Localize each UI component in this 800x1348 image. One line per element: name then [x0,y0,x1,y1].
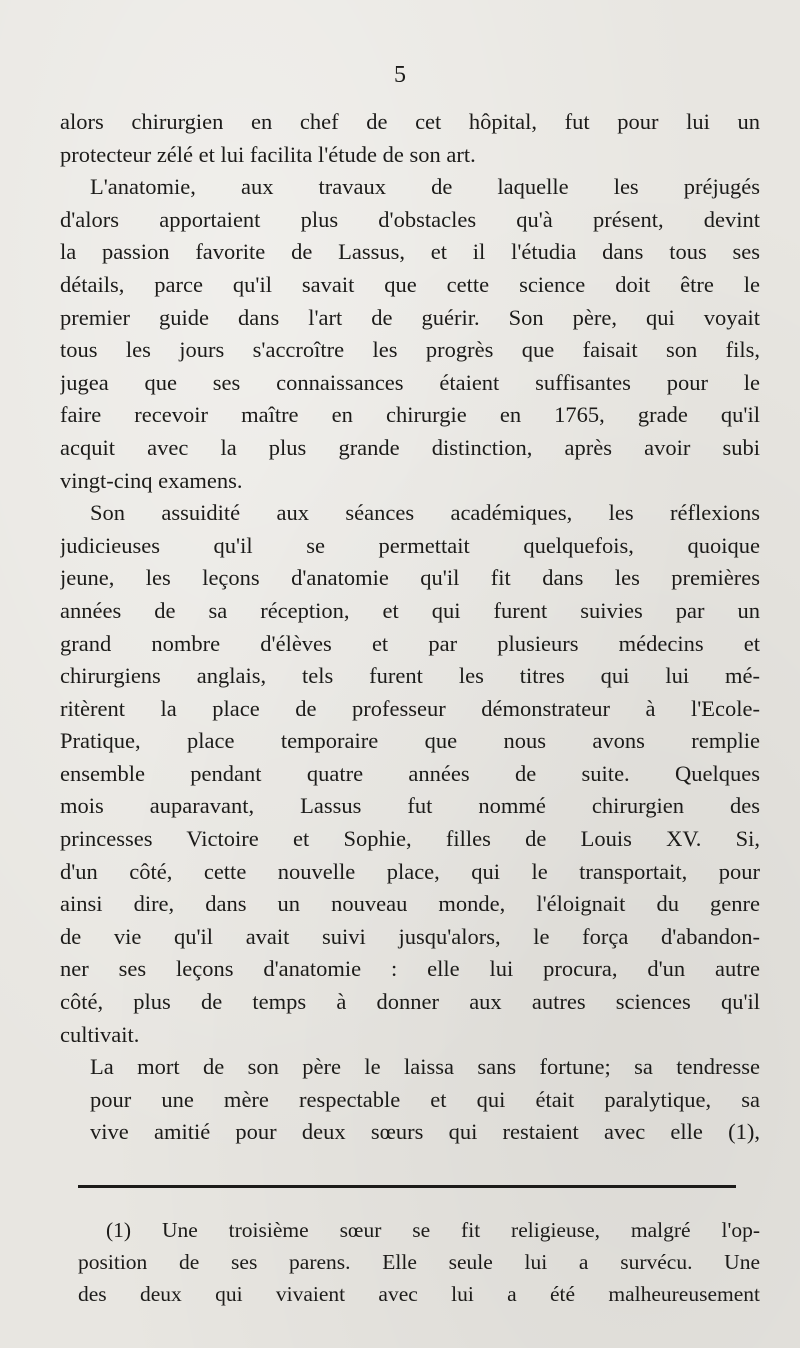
text-line: ner ses leçons d'anatomie : elle lui procura, d'un autre [60,956,760,982]
text-line: princesses Victoire et Sophie, filles de Louis XV. Si, [60,826,760,852]
footnote-line: position de ses parens. Elle seule lui a survécu. Une [78,1250,760,1274]
text-line: L'anatomie, aux travaux de laquelle les préjugés [90,174,760,200]
text-line: cultivait. [60,1021,140,1047]
text-line: jugea que ses connaissances étaient suffisantes pour le [60,369,760,395]
text-line: protecteur zélé et lui facilita l'étude de son art. [60,141,476,167]
body-text [60,106,760,1149]
footnote-line: (1) Une troisième sœur se fit religieuse, malgré l'op- [106,1218,760,1242]
text-line: ainsi dire, dans un nouveau monde, l'éloignait du genre [60,891,760,917]
text-line: pour une mère respectable et qui était paralytique, sa [90,1086,760,1112]
text-line: Pratique, place temporaire que nous avons remplie [60,728,760,754]
footnote-line: des deux qui vivaient avec lui a été malheureusement [78,1282,760,1306]
footnote [78,1214,760,1310]
text-line: vive amitié pour deux sœurs qui restaient avec elle (1), [90,1119,760,1145]
page-number: 5 [394,62,406,88]
text-line: La mort de son père le laissa sans fortune; sa tendresse [90,1054,760,1080]
text-line: vingt-cinq examens. [60,467,243,493]
text-line: alors chirurgien en chef de cet hôpital, fut pour lui un [60,109,760,134]
text-line: mois auparavant, Lassus fut nommé chirurgien des [60,793,760,819]
text-line: grand nombre d'élèves et par plusieurs médecins et [60,630,760,656]
text-line: premier guide dans l'art de guérir. Son père, qui voyait [60,304,760,330]
text-line: jeune, les leçons d'anatomie qu'il fit dans les premières [60,565,760,591]
text-line: ensemble pendant quatre années de suite. Quelques [60,760,760,786]
text-line: tous les jours s'accroître les progrès que faisait son fils, [60,337,760,363]
text-line: ritèrent la place de professeur démonstrateur à l'Ecole- [60,695,760,721]
text-line: Son assuidité aux séances académiques, les réflexions [90,500,760,526]
text-line: judicieuses qu'il se permettait quelquefois, quoique [60,532,760,558]
text-line: détails, parce qu'il savait que cette science doit être le [60,271,760,297]
text-line: d'un côté, cette nouvelle place, qui le transportait, pour [60,858,760,884]
footnote-divider [78,1185,736,1188]
text-line: la passion favorite de Lassus, et il l'étudia dans tous ses [60,239,760,265]
text-line: faire recevoir maître en chirurgie en 1765, grade qu'il [60,402,760,428]
text-line: années de sa réception, et qui furent suivies par un [60,597,760,623]
text-line: de vie qu'il avait suivi jusqu'alors, le força d'abandon- [60,923,760,949]
text-line: d'alors apportaient plus d'obstacles qu'à présent, devint [60,206,760,232]
text-line: côté, plus de temps à donner aux autres sciences qu'il [60,989,760,1015]
text-line: chirurgiens anglais, tels furent les titres qui lui mé- [60,663,760,689]
text-line: acquit avec la plus grande distinction, après avoir subi [60,434,760,460]
